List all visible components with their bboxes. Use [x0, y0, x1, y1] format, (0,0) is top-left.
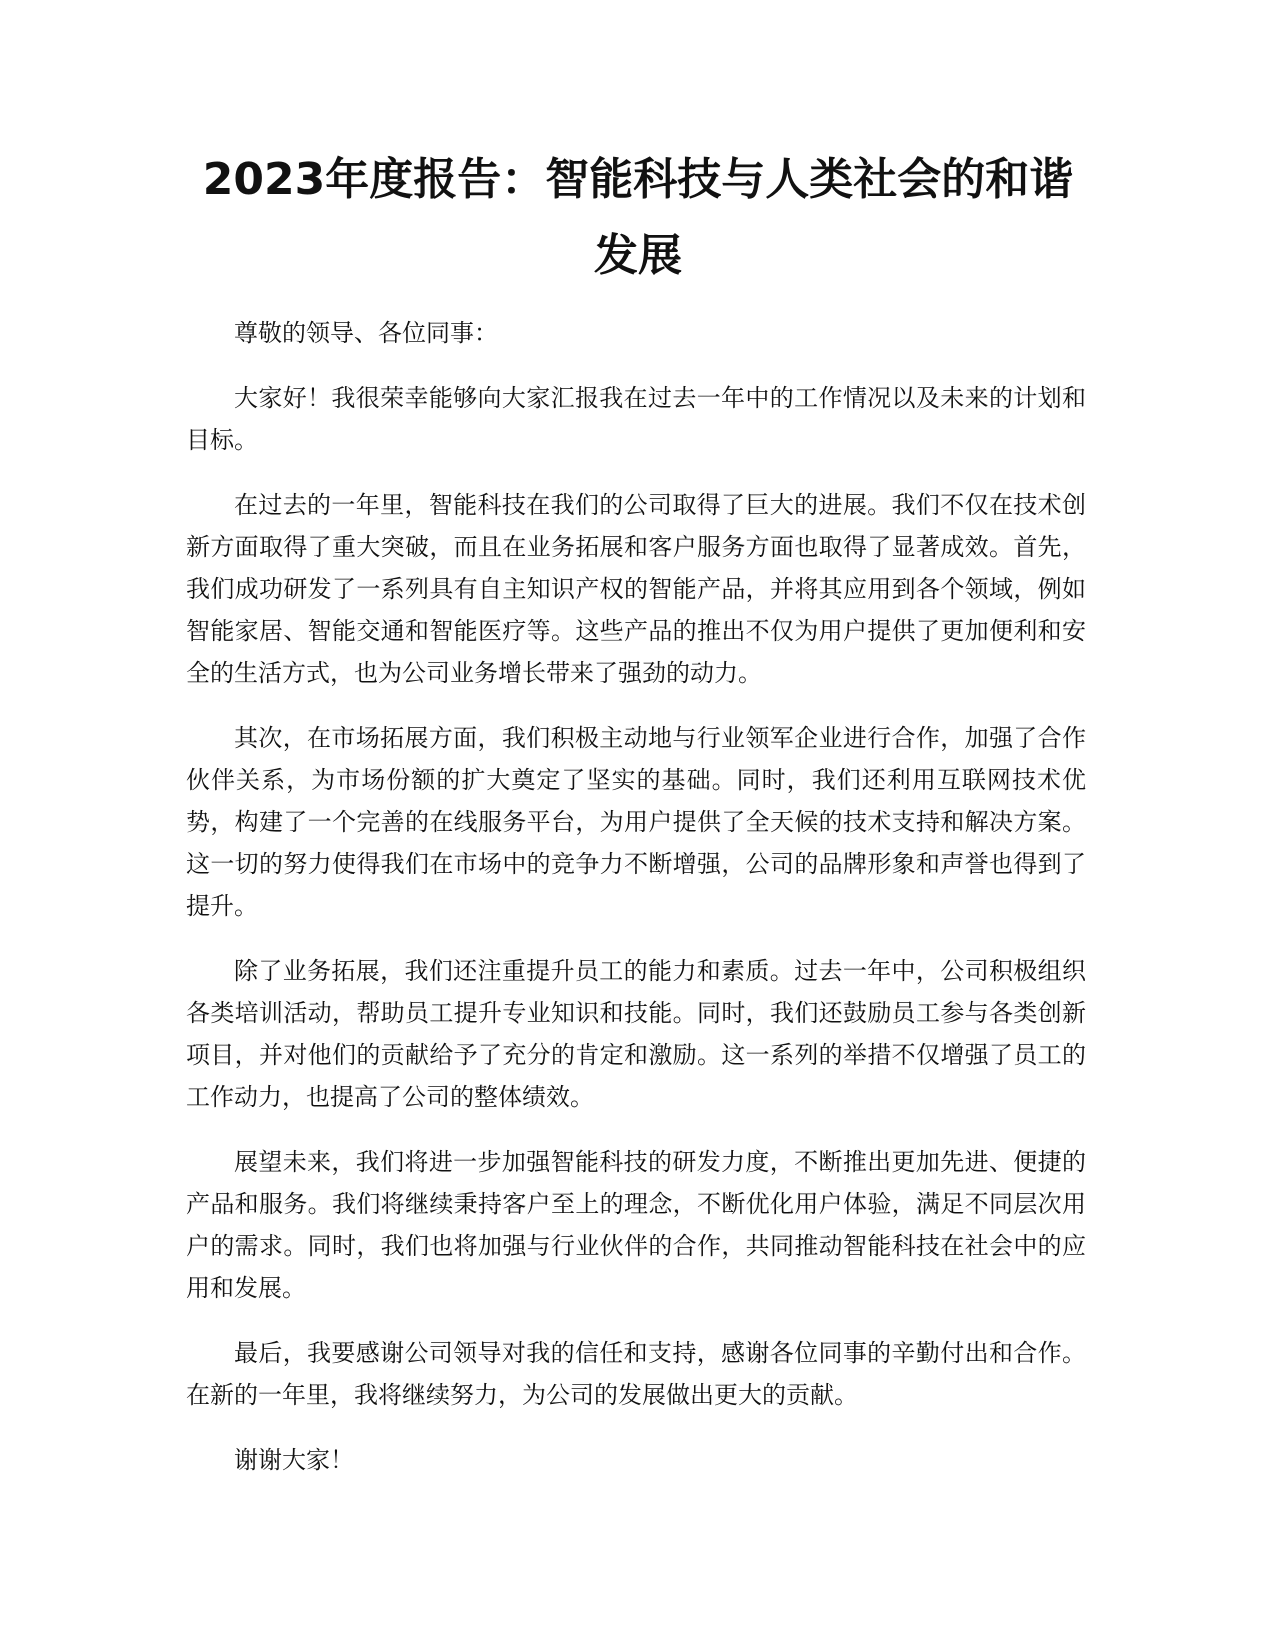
closing: 谢谢大家！ [234, 1446, 354, 1474]
salutation: 尊敬的领导、各位同事： [234, 319, 498, 347]
document-body [186, 312, 1086, 1504]
paragraph-achievements: 在过去的一年里，智能科技在我们的公司取得了巨大的进展。我们不仅在技术创新方面取得了重大突破，而且在业务拓展和客户服务方面也取得了显著成效。首先，我们成功研发了一系列具有自主知识产权的智能产品，并将其应用到各个领域，例如智能家居、智能交通和智能医疗等。这些产品的推出不仅为用户提供了更加便利和安全的生活方式，也为公司业务增长带来了强劲的动力。 [186, 491, 1086, 687]
paragraph-thanks: 最后，我要感谢公司领导对我的信任和支持，感谢各位同事的辛勤付出和合作。在新的一年里，我将继续努力，为公司的发展做出更大的贡献。 [186, 1339, 1086, 1409]
paragraph-market-expansion: 其次，在市场拓展方面，我们积极主动地与行业领军企业进行合作，加强了合作伙伴关系，为市场份额的扩大奠定了坚实的基础。同时，我们还利用互联网技术优势，构建了一个完善的在线服务平台，为用户提供了全天候的技术支持和解决方案。这一切的努力使得我们在市场中的竞争力不断增强，公司的品牌形象和声誉也得到了提升。 [186, 724, 1086, 920]
paragraph-greeting: 大家好！我很荣幸能够向大家汇报我在过去一年中的工作情况以及未来的计划和目标。 [186, 384, 1086, 454]
document-title: 2023年度报告：智能科技与人类社会的和谐发展 [202, 154, 1074, 281]
paragraph-outlook: 展望未来，我们将进一步加强智能科技的研发力度，不断推出更加先进、便捷的产品和服务。我们将继续秉持客户至上的理念，不断优化用户体验，满足不同层次用户的需求。同时，我们也将加强与行业伙伴的合作，共同推动智能科技在社会中的应用和发展。 [186, 1148, 1086, 1302]
paragraph-employee-development: 除了业务拓展，我们还注重提升员工的能力和素质。过去一年中，公司积极组织各类培训活动，帮助员工提升专业知识和技能。同时，我们还鼓励员工参与各类创新项目，并对他们的贡献给予了充分的肯定和激励。这一系列的举措不仅增强了员工的工作动力，也提高了公司的整体绩效。 [186, 957, 1086, 1111]
